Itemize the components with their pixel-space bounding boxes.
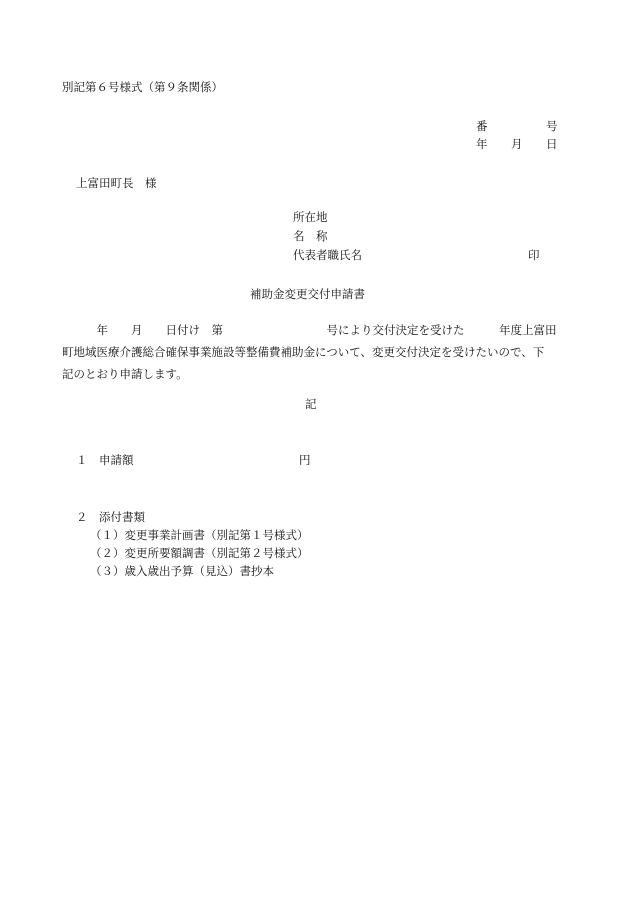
name-label: 名 称 bbox=[293, 229, 328, 243]
item2-label: ２ 添付書類 bbox=[76, 510, 145, 524]
attachment-item: （２）変更所要額調書（別記第２号様式） bbox=[90, 546, 309, 560]
addressee: 上富田町長 様 bbox=[76, 176, 157, 190]
number-go: 号 bbox=[546, 119, 558, 133]
form-id: 別記第６号様式（第９条関係） bbox=[62, 80, 223, 94]
item1-label: １ 申請額 bbox=[76, 453, 134, 467]
body-line-2: 町地域医療介護総合確保事業施設等整備費補助金について、変更交付決定を受けたいので、下 bbox=[62, 345, 545, 359]
representative-label: 代表者職氏名 bbox=[293, 248, 362, 262]
document-title: 補助金変更交付申請書 bbox=[250, 287, 365, 301]
date-year: 年 bbox=[476, 137, 488, 151]
address-label: 所在地 bbox=[293, 210, 328, 224]
date-day: 日 bbox=[546, 137, 558, 151]
ki-heading: 記 bbox=[305, 397, 317, 411]
body-paragraph bbox=[62, 319, 562, 385]
body-line-1: 年 月 日付け 第 号により交付決定を受けた 年度上富田 bbox=[62, 323, 557, 337]
attachment-item: （３）歳入歳出予算（見込）書抄本 bbox=[90, 564, 274, 578]
seal-mark: 印 bbox=[528, 248, 540, 262]
number-ban: 番 bbox=[476, 119, 488, 133]
item1-unit: 円 bbox=[299, 453, 311, 467]
body-line-3: 記のとおり申請します。 bbox=[62, 367, 188, 381]
date-month: 月 bbox=[511, 137, 523, 151]
attachment-item: （１）変更事業計画書（別記第１号様式） bbox=[90, 528, 309, 542]
